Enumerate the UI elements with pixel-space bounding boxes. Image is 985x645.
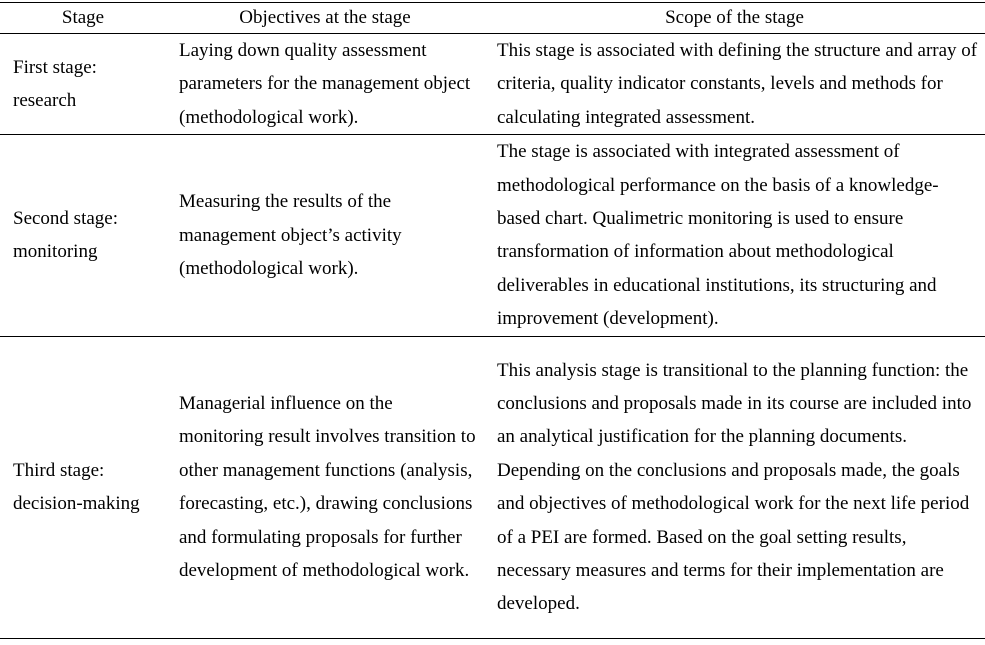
scope-paragraph: This stage is associated with defining the structure and array of criteria, quality indicator constants, levels and methods for calculating integrated assessment. [497, 40, 978, 128]
scope-cell [484, 34, 985, 135]
table-header [0, 3, 985, 34]
header-scope: Scope of the stage [484, 3, 985, 34]
stage-type: monitoring [13, 241, 98, 263]
table-row [0, 135, 985, 336]
objectives-cell: Laying down quality assessment parameters for the management object (methodological work). [166, 34, 484, 135]
scope-cell [484, 135, 985, 336]
table-body [0, 34, 985, 639]
scope-paragraph: Depending on the conclusions and proposals made, the goals and objectives of methodological work for the next life period of a PEI are formed. Based on the goal setting results, necessary measures and terms for their implementation are developed. [497, 459, 970, 615]
stage-cell [0, 135, 166, 336]
stage-name: First stage: [13, 56, 97, 78]
header-stage: Stage [0, 3, 166, 34]
table-row [0, 34, 985, 135]
objectives-cell: Measuring the results of the management object’s activity (methodological work). [166, 135, 484, 336]
header-row [0, 3, 985, 34]
stages-table [0, 2, 985, 639]
header-objectives: Objectives at the stage [166, 3, 484, 34]
table-row [0, 336, 985, 638]
scope-cell [484, 336, 985, 638]
stage-type: decision-making [13, 493, 140, 515]
stage-name: Second stage: [13, 208, 119, 230]
stage-type: research [13, 90, 77, 112]
stage-name: Third stage: [13, 459, 105, 481]
objectives-cell: Managerial influence on the monitoring result involves transition to other management functions (analysis, forecasting, etc.), drawing conclusions and formulating proposals for further development of methodological work. [166, 336, 484, 638]
stage-cell [0, 34, 166, 135]
stage-cell [0, 336, 166, 638]
scope-paragraph: The stage is associated with integrated assessment of methodological performance on the basis of a knowledge-based chart. Qualimetric monitoring is used to ensure transformation of information about methodological deliverables in educational institutions, its structuring and improvement (development). [497, 141, 939, 330]
scope-paragraph: This analysis stage is transitional to the planning function: the conclusions and proposals made in its course are included into an analytical justification for the planning documents. [497, 359, 972, 448]
